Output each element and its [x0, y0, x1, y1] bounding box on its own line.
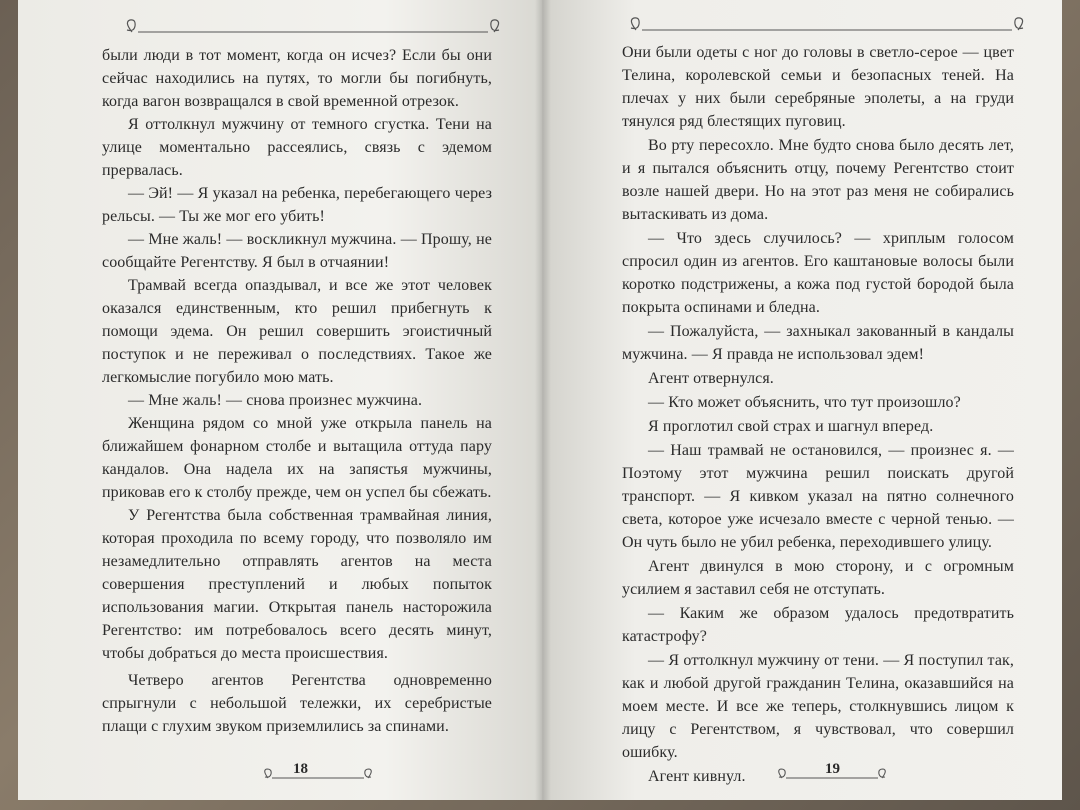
paragraph: Я проглотил свой страх и шагнул вперед.: [648, 418, 934, 435]
paragraph: — Каким же образом удалось предотвратить катастрофу?: [622, 605, 1014, 645]
paragraph: Агент отвернулся.: [648, 370, 774, 387]
paragraph: — Что здесь случилось? — хриплым голосом спросил один из агентов. Его каштановые волосы были коротко подстрижены, а кожа под густой бородой была покрыта оспинами и бледна.: [622, 230, 1014, 316]
right-page: [542, 0, 1062, 800]
open-book: [18, 0, 1080, 810]
paragraph: — Кто может объяснить, что тут произошло?: [648, 394, 961, 411]
ornament-flourish-icon: [258, 764, 378, 794]
paragraph: Я оттолкнул мужчину от темного сгустка. Тени на улице моментально рассеялись, связь с эдемом прервалась.: [102, 116, 492, 179]
paragraph: — Эй! — Я указал на ребенка, перебегающего через рельсы. — Ты же мог его убить!: [102, 185, 492, 225]
paragraph: — Мне жаль! — воскликнул мужчина. — Прошу, не сообщайте Регентству. Я был в отчаянии!: [102, 231, 492, 271]
paragraph: — Наш трамвай не остановился, — произнес я. — Поэтому этот мужчина решил поискать другой транспорт. — Я кивком указал на пятно солнечного света, которое уже исчезало вместе с черной тенью. — Он чуть было не убил ребенка, переходившего улицу.: [622, 442, 1014, 551]
ornament-flourish-icon: [772, 764, 892, 794]
paragraph: — Пожалуйста, — захныкал закованный в кандалы мужчина. — Я правда не использовал эдем!: [622, 323, 1014, 363]
paragraph: Агент двинулся в мою сторону, и с огромным усилием я заставил себя не отступать.: [622, 558, 1014, 598]
paragraph: Они были одеты с ног до головы в светло-серое — цвет Телина, королевской семьи и безопасных теней. На плечах у них были серебряные эполеты, а на груди тянулся ряд блестящих пуговиц.: [622, 44, 1014, 130]
paragraph: Женщина рядом со мной уже открыла панель на ближайшем фонарном столбе и вытащила оттуда пару кандалов. Она надела их на запястья мужчины, приковав его к столбу прежде, чем он успел бы сбежать.: [102, 415, 492, 501]
paragraph: Во рту пересохло. Мне будто снова было десять лет, и я пытался объяснить отцу, почему Регентство стоит возле нашей двери. Но на этот раз меня не собирались вытаскивать из дома.: [622, 137, 1014, 223]
paragraph: Трамвай всегда опаздывал, и все же этот человек оказался единственным, кто решил прибегнуть к помощи эдема. Он решил совершить эгоистичный поступок и не переживал о последствиях. Такое же легкомыслие погубило мою мать.: [102, 277, 492, 386]
paragraph: У Регентства была собственная трамвайная линия, которая проходила по всему городу, что позволяло им незамедлительно отправлять агентов на места совершения преступлений и любых попыток использования магии. Открытая панель насторожила Регентство: им потребовалось всего десять минут, чтобы добраться до места происшествия.: [102, 507, 492, 662]
ornament-flourish-icon: [118, 14, 508, 44]
right-page-text: [622, 41, 1014, 788]
left-page: [18, 0, 542, 800]
paragraph: — Мне жаль! — снова произнес мужчина.: [128, 392, 423, 409]
left-page-text: [102, 44, 492, 738]
paragraph: — Я оттолкнул мужчину от тени. — Я поступил так, как и любой другой гражданин Телина, оказавшийся на моем месте. И все же теперь, столкнувшись лицом к лицу с Регентством, я чувствовал, что совершил ошибку.: [622, 652, 1014, 761]
page-number: 19: [825, 761, 840, 777]
paragraph: Четверо агентов Регентства одновременно спрыгнули с небольшой тележки, их серебристые плащи с глухим звуком приземлились за спинами.: [102, 672, 492, 735]
paragraph: были люди в тот момент, когда он исчез? Если бы они сейчас находились на путях, то могли бы погибнуть, когда вагон возвращался в свой временной отрезок.: [102, 47, 492, 110]
book-spine: [535, 0, 551, 800]
ornament-flourish-icon: [622, 12, 1032, 42]
page-number: 18: [293, 761, 308, 777]
paragraph: Агент кивнул.: [648, 768, 746, 785]
